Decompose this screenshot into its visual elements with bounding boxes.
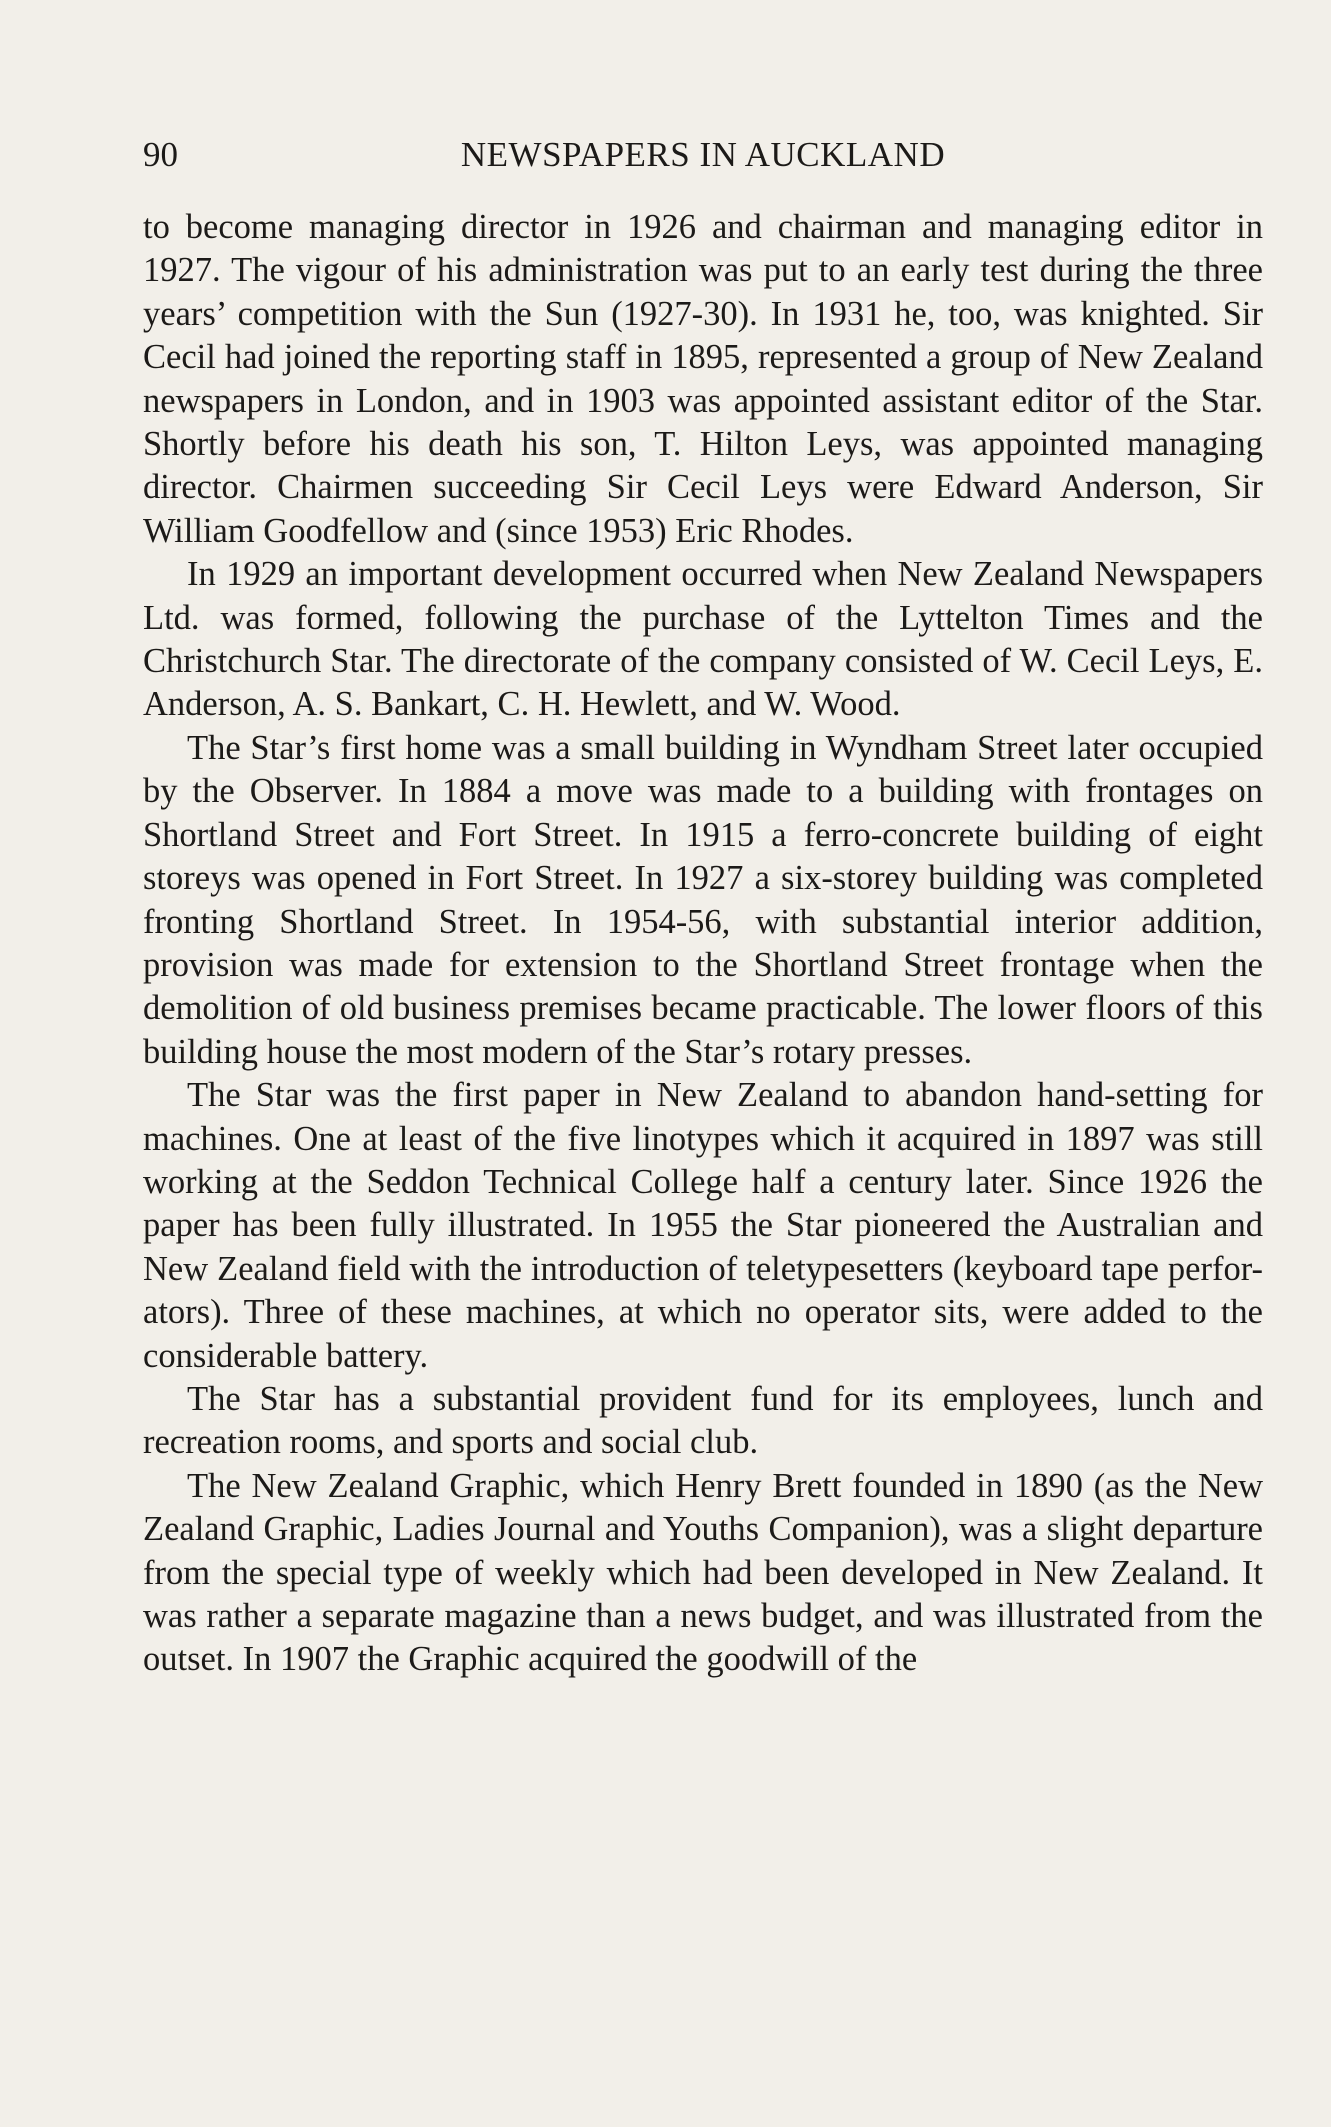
paragraph: In 1929 an important development occurred when New Zealand Newspapers Ltd. was formed, following the purchase of the Lyttelton Times and the Christchurch Star. The directorate of the company consisted of W. Cecil Leys, E. Anderson, A. S. Bankart, C. H. Hewlett, and W. Wood.: [143, 555, 1263, 724]
running-head: [143, 130, 1263, 180]
running-title: NEWSPAPERS IN AUCKLAND: [460, 135, 946, 174]
paragraph: The New Zealand Graphic, which Henry Brett founded in 1890 (as the New Zealand Graphic, Ladies Journal and Youths Companion), was a slight departure from the special type of weekly which had been developed in New Zealand. It was rather a separate magazine than a news budget, and was illustrated from the outset. In 1907 the Graphic acquired the goodwill of the: [143, 1466, 1263, 1679]
paragraph: The Star’s first home was a small building in Wyndham Street later occupied by the Observer. In 1884 a move was made to a building with frontages on Shortland Street and Fort Street. In 1915 a ferro-concrete building of eight storeys was opened in Fort Street. In 1927 a six-storey building was completed fronting Shortland Street. In 1954-56, with substantial interior addition, provision was made for extension to the Shortland Street frontage when the demolition of old business premises became practicable. The lower floors of this building house the most modern of the Star’s rotary presses.: [143, 728, 1263, 1071]
paragraph: The Star has a substantial provident fund for its employees, lunch and recreation rooms, and sports and social club.: [143, 1379, 1263, 1462]
body-text: [143, 206, 1263, 1682]
page-number: 90: [143, 135, 178, 174]
paragraph: The Star was the first paper in New Zealand to abandon hand-setting for machines. One at least of the five linotypes which it acquired in 1897 was still working at the Seddon Technical College half a century later. Since 1926 the paper has been fully illustrated. In 1955 the Star pioneered the Australian and New Zealand field with the introduction of teletypesetters (keyboard tape perfor-ators). Three of these machines, at which no operator sits, were added to the considerable battery.: [143, 1076, 1263, 1375]
paragraph: to become managing director in 1926 and chairman and managing editor in 1927. The vigour of his administration was put to an early test during the three years’ competition with the Sun (1927-30). In 1931 he, too, was knighted. Sir Cecil had joined the reporting staff in 1895, represented a group of New Zealand newspapers in London, and in 1903 was appointed assistant editor of the Star. Shortly before his death his son, T. Hilton Leys, was appointed managing director. Chairmen succeeding Sir Cecil Leys were Edward Anderson, Sir William Goodfellow and (since 1953) Eric Rhodes.: [143, 208, 1263, 550]
